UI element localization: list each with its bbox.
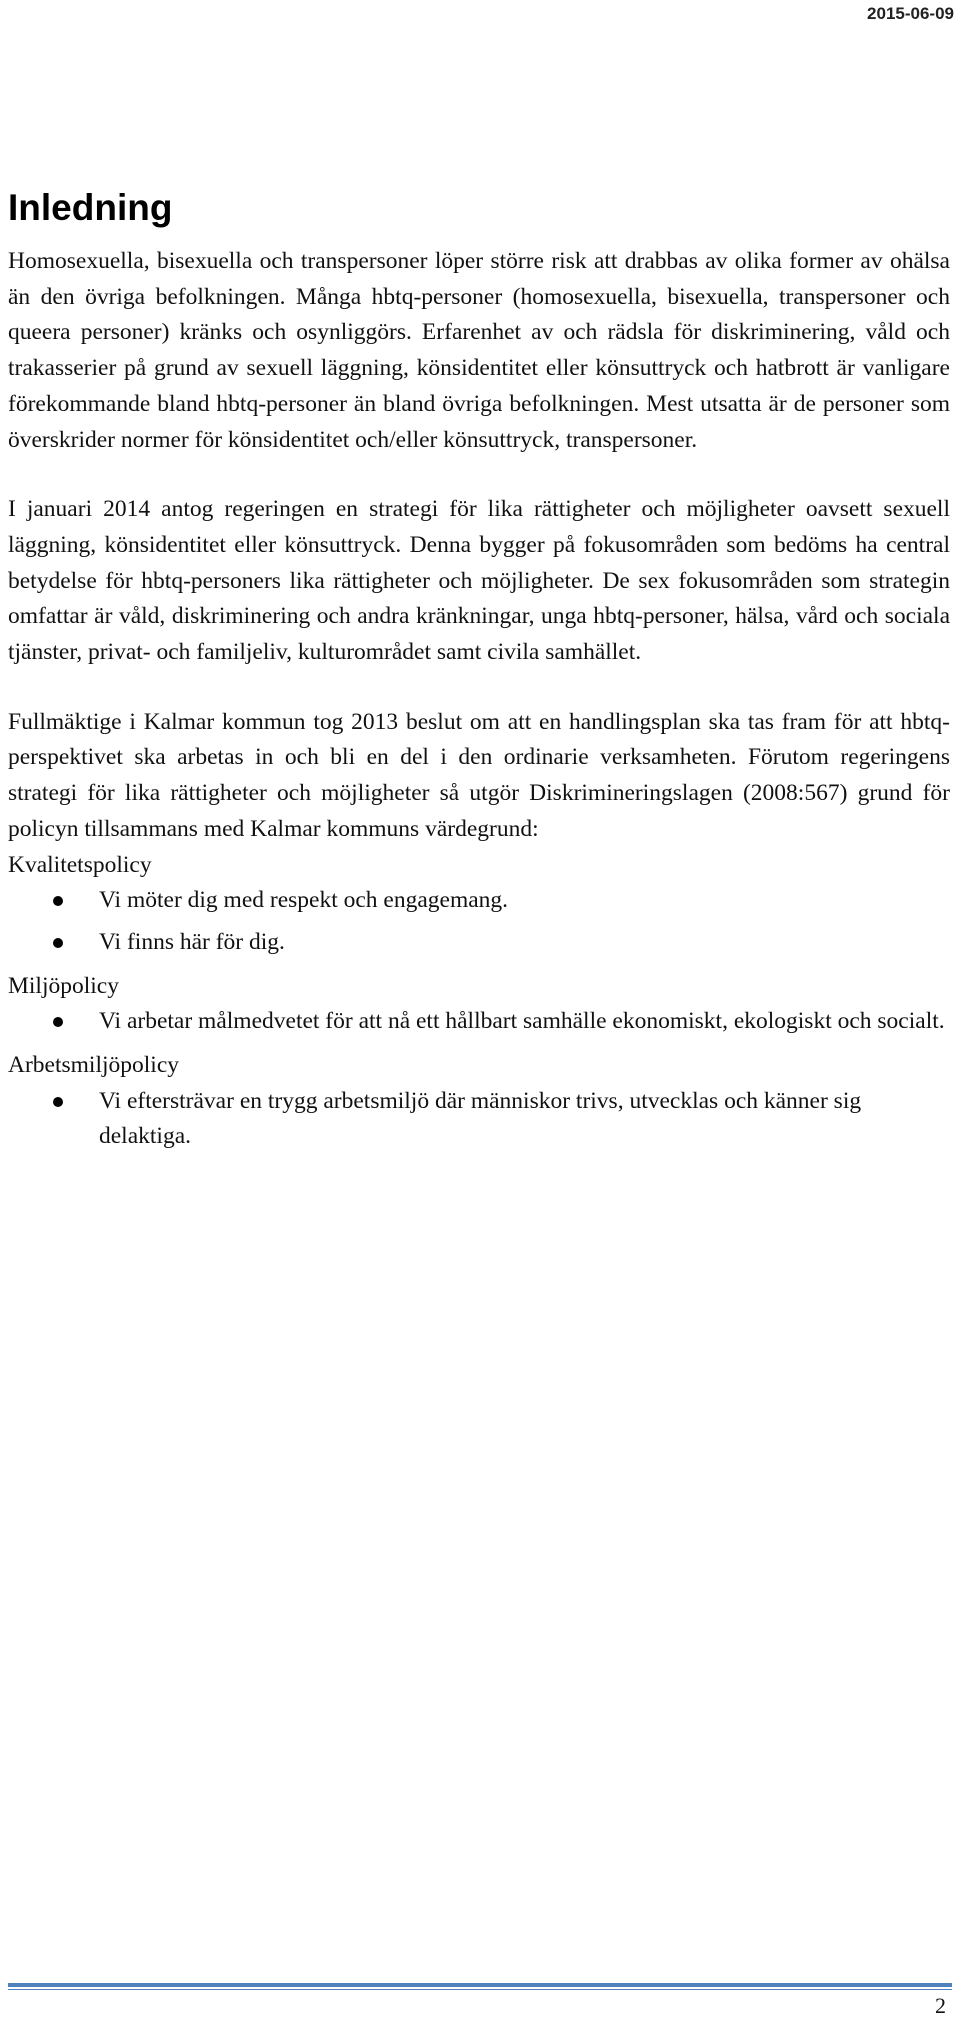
list-item (8, 925, 950, 961)
bullet-icon (53, 938, 63, 948)
paragraph-kalmar: Fullmäktige i Kalmar kommun tog 2013 beslut om att en handlingsplan ska tas fram för att hbtq-perspektivet ska arbetas in och bli en del i den ordinarie verksamheten. Förutom regeringens strategi för lika rättigheter och möjligheter så utgör Diskrimineringslagen (2008:567) grund för policyn tillsammans med Kalmar kommuns värdegrund: (8, 708, 950, 842)
policy-title: Kvalitetspolicy (8, 851, 152, 878)
paragraph-strategy: I januari 2014 antog regeringen en strategi för lika rättigheter och möjligheter oavsett sexuell läggning, könsidentitet eller könsuttryck. Denna bygger på fokusområden som bedöms ha central betydelse för hbtq-personers lika rättigheter och möjligheter. De sex fokusområden som strategin omfattar är våld, diskriminering och andra kränkningar, unga hbtq-personer, hälsa, vård och sociala tjänster, privat- och familjeliv, kulturområdet samt civila samhället. (8, 496, 950, 666)
policy-arbetsmiljo (8, 1048, 950, 1155)
list-item-text: Vi finns här för dig. (99, 928, 285, 955)
policy-list (8, 1084, 950, 1155)
bullet-icon (53, 1017, 63, 1027)
footer-rule (8, 1983, 952, 1987)
list-item-text: Vi eftersträvar en trygg arbetsmiljö där människor trivs, utvecklas och känner sig delaktiga. (99, 1087, 862, 1150)
policy-list (8, 1004, 950, 1040)
list-item (8, 883, 950, 919)
policy-miljo (8, 969, 950, 1040)
policy-list (8, 883, 950, 960)
policy-title: Arbetsmiljöpolicy (8, 1052, 180, 1079)
document-body (8, 186, 950, 1163)
policy-kvalitet (8, 848, 950, 961)
list-item-text: Vi arbetar målmedvetet för att nå ett hållbart samhälle ekonomiskt, ekologiskt och socialt. (99, 1008, 945, 1035)
list-item (8, 1004, 950, 1040)
list-item (8, 1084, 950, 1155)
section-heading: Inledning (8, 187, 173, 228)
bullet-icon (53, 1097, 63, 1107)
page-number: 2 (935, 1993, 946, 2018)
policy-title: Miljöpolicy (8, 972, 119, 999)
page-date: 2015-06-09 (867, 4, 954, 23)
list-item-text: Vi möter dig med respekt och engagemang. (99, 887, 509, 914)
paragraph-intro: Homosexuella, bisexuella och transpersoner löper större risk att drabbas av olika former av ohälsa än den övriga befolkningen. Många hbtq-personer (homosexuella, bisexuella, transpersoner och queera personer) kränks och osynliggörs. Erfarenhet av och rädsla för diskriminering, våld och trakasserier på grund av sexuell läggning, könsidentitet eller könsuttryck och hatbrott är vanligare förekommande bland hbtq-personer än bland övriga befolkningen. Mest utsatta är de personer som överskrider normer för könsidentitet och/eller könsuttryck, transpersoner. (8, 248, 950, 453)
bullet-icon (53, 896, 63, 906)
footer-rule-thin (8, 1989, 952, 1990)
